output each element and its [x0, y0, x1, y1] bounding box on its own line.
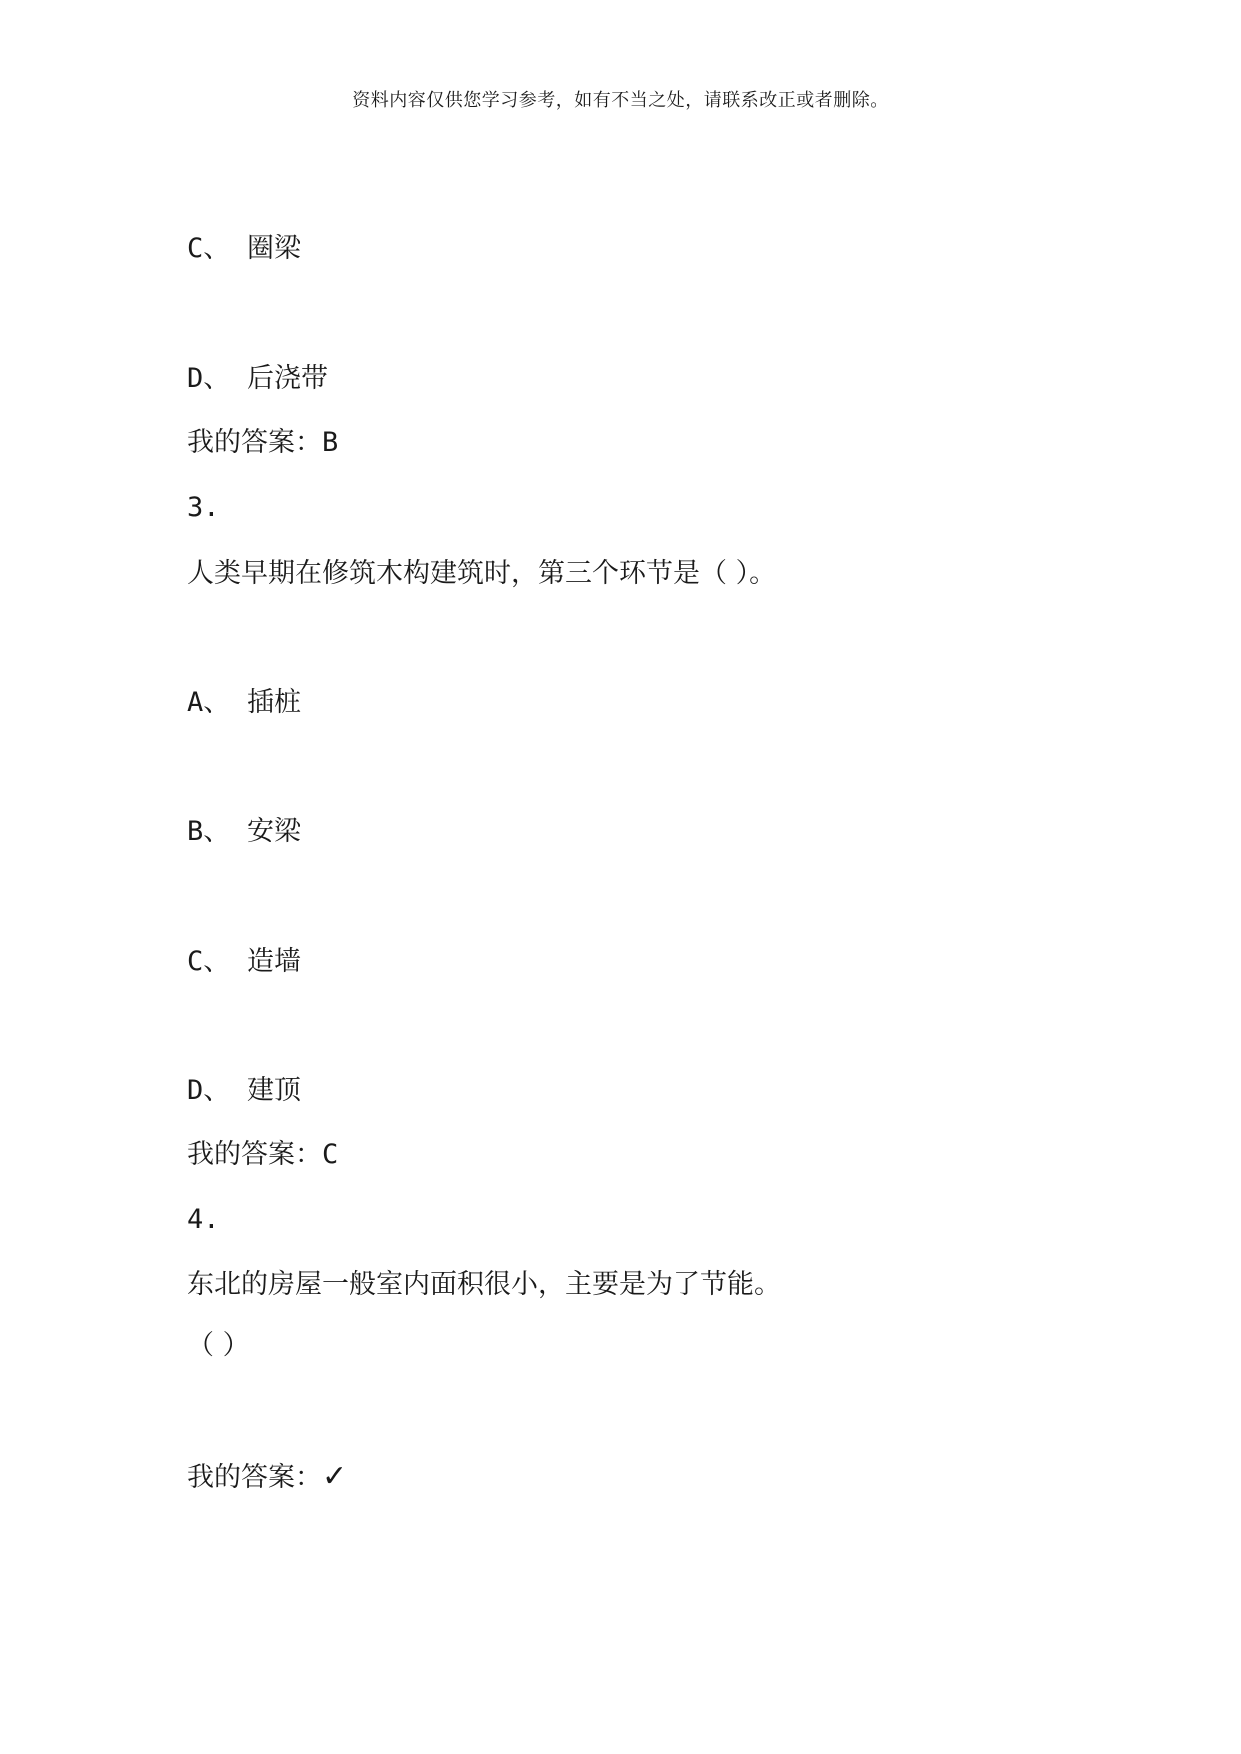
answer-value: C	[322, 1139, 339, 1170]
answer-label: 我的答案：	[187, 1462, 322, 1493]
option-text: 建顶	[247, 1075, 301, 1106]
header-disclaimer: 资料内容仅供您学习参考，如有不当之处，请联系改正或者删除。	[352, 90, 889, 111]
checkmark-icon: ✓	[322, 1459, 348, 1494]
option-c	[187, 945, 301, 979]
question-number: 4.	[187, 1204, 220, 1235]
option-letter: D、	[187, 1075, 231, 1106]
answer-label: 我的答案：	[187, 427, 322, 458]
option-text: 圈梁	[247, 233, 301, 264]
question-stem: 东北的房屋一般室内面积很小，主要是为了节能。	[187, 1269, 781, 1300]
my-answer	[187, 1460, 347, 1495]
option-d	[187, 1074, 301, 1108]
answer-value: B	[322, 427, 339, 458]
option-letter: C、	[187, 233, 231, 264]
option-d	[187, 362, 328, 396]
option-letter: D、	[187, 363, 231, 394]
option-text: 插桩	[247, 687, 301, 718]
answer-label: 我的答案：	[187, 1139, 322, 1170]
question-stem: 人类早期在修筑木构建筑时，第三个环节是（ ）。	[187, 558, 777, 589]
option-text: 造墙	[247, 946, 301, 977]
option-letter: B、	[187, 816, 231, 847]
answer-parentheses: （ ）	[187, 1330, 250, 1361]
option-text: 后浇带	[247, 363, 328, 394]
my-answer	[187, 426, 338, 460]
my-answer	[187, 1138, 338, 1172]
question-number: 3.	[187, 492, 220, 523]
option-a	[187, 686, 301, 720]
option-c	[187, 232, 301, 266]
option-text: 安梁	[247, 816, 301, 847]
option-letter: A、	[187, 687, 231, 718]
option-b	[187, 815, 301, 849]
option-letter: C、	[187, 946, 231, 977]
